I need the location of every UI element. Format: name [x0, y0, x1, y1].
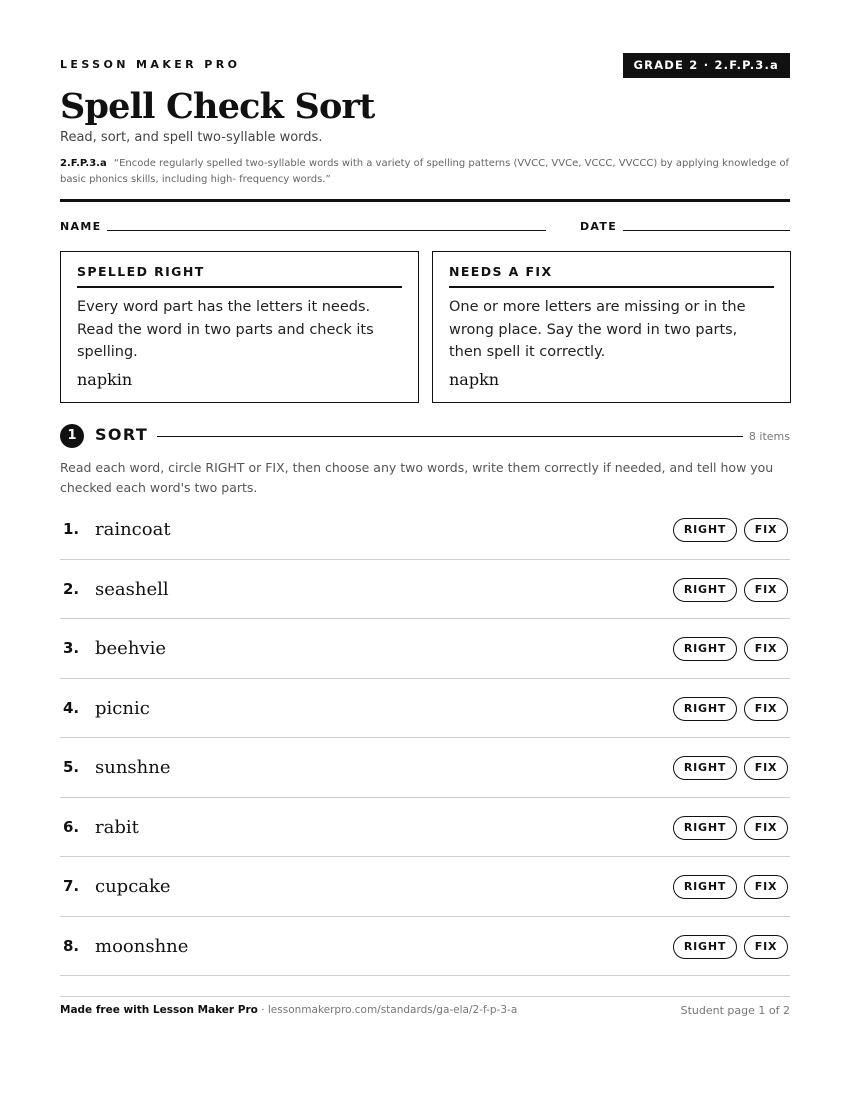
footer-made-with: Made free with Lesson Maker Pro — [60, 1004, 258, 1016]
item-word: cupcake — [95, 876, 171, 897]
date-label: DATE — [580, 220, 618, 233]
standard-text: “Encode regularly spelled two-syllable words with a variety of spelling patterns (VVCC, VVCe, VCCC, VVCCC) by applying knowledge of basic phonics skills, including high- frequency words.” — [60, 158, 790, 185]
standard-description — [60, 156, 790, 188]
header-divider — [60, 199, 790, 202]
list-item — [60, 857, 790, 917]
item-number: 1. — [63, 520, 80, 538]
footer-url[interactable]: · lessonmakerpro.com/standards/ga-ela/2-f-p-3-a — [261, 1004, 518, 1016]
fix-option[interactable]: FIX — [744, 518, 788, 542]
item-word: picnic — [95, 697, 150, 719]
spelled-right-description: Every word part has the letters it needs. Read the word in two parts and check its spelling. — [77, 299, 374, 360]
fix-option[interactable]: FIX — [744, 816, 788, 840]
page-number: Student page 1 of 2 — [680, 1004, 790, 1017]
needs-fix-heading: NEEDS A FIX — [449, 264, 774, 288]
item-number: 5. — [63, 758, 80, 776]
item-number: 7. — [63, 877, 80, 895]
right-option[interactable]: RIGHT — [673, 875, 737, 899]
list-item — [60, 738, 790, 798]
spelled-right-example: napkin — [77, 369, 133, 389]
right-option[interactable]: RIGHT — [673, 518, 737, 542]
item-word: raincoat — [95, 519, 171, 540]
page-subtitle: Read, sort, and spell two-syllable words. — [60, 130, 323, 145]
needs-fix-description: One or more letters are missing or in the wrong place. Say the word in two parts, then spell it correctly. — [449, 299, 746, 360]
name-label: NAME — [60, 220, 102, 233]
list-item — [60, 679, 790, 739]
item-number: 3. — [63, 639, 80, 657]
list-item — [60, 917, 790, 977]
fix-option[interactable]: FIX — [744, 637, 788, 661]
brand-name: LESSON MAKER PRO — [60, 58, 241, 71]
list-item — [60, 560, 790, 620]
fix-option[interactable]: FIX — [744, 697, 788, 721]
fix-option[interactable]: FIX — [744, 875, 788, 899]
item-word: beehvie — [95, 638, 166, 659]
item-count: 8 items — [748, 430, 790, 443]
fix-option[interactable]: FIX — [744, 935, 788, 959]
item-number: 8. — [63, 936, 80, 955]
item-word: sunshne — [95, 757, 171, 778]
word-list — [60, 500, 790, 976]
page-title: Spell Check Sort — [60, 86, 375, 127]
section-instructions: Read each word, circle RIGHT or FIX, then choose any two words, write them correctly if needed, and tell how you checked each word's two parts. — [60, 460, 774, 495]
worksheet-page — [60, 0, 790, 1100]
list-item — [60, 500, 790, 560]
right-option[interactable]: RIGHT — [673, 637, 737, 661]
right-option[interactable]: RIGHT — [673, 935, 737, 959]
item-word: seashell — [95, 578, 169, 600]
section-number: 1 — [60, 424, 84, 448]
list-item — [60, 619, 790, 679]
fix-option[interactable]: FIX — [744, 578, 788, 602]
grade-badge: GRADE 2 · 2.F.P.3.a — [623, 53, 791, 78]
needs-fix-box — [432, 251, 791, 403]
right-option[interactable]: RIGHT — [673, 816, 737, 840]
item-number: 2. — [63, 579, 80, 598]
name-field[interactable] — [107, 230, 546, 231]
footer-credit — [60, 1004, 517, 1016]
section-divider — [157, 436, 743, 437]
right-option[interactable]: RIGHT — [673, 578, 737, 602]
spelled-right-box — [60, 251, 419, 403]
item-word: moonshne — [95, 935, 189, 957]
item-number: 4. — [63, 698, 80, 717]
item-word: rabit — [95, 816, 139, 838]
date-field[interactable] — [623, 230, 790, 231]
needs-fix-example: napkn — [449, 369, 500, 389]
fix-option[interactable]: FIX — [744, 756, 788, 780]
right-option[interactable]: RIGHT — [673, 697, 737, 721]
section-title: SORT — [95, 425, 149, 444]
spelled-right-heading: SPELLED RIGHT — [77, 264, 402, 288]
item-number: 6. — [63, 817, 80, 836]
list-item — [60, 798, 790, 858]
standard-code: 2.F.P.3.a — [60, 158, 107, 169]
right-option[interactable]: RIGHT — [673, 756, 737, 780]
footer-divider — [60, 996, 790, 997]
